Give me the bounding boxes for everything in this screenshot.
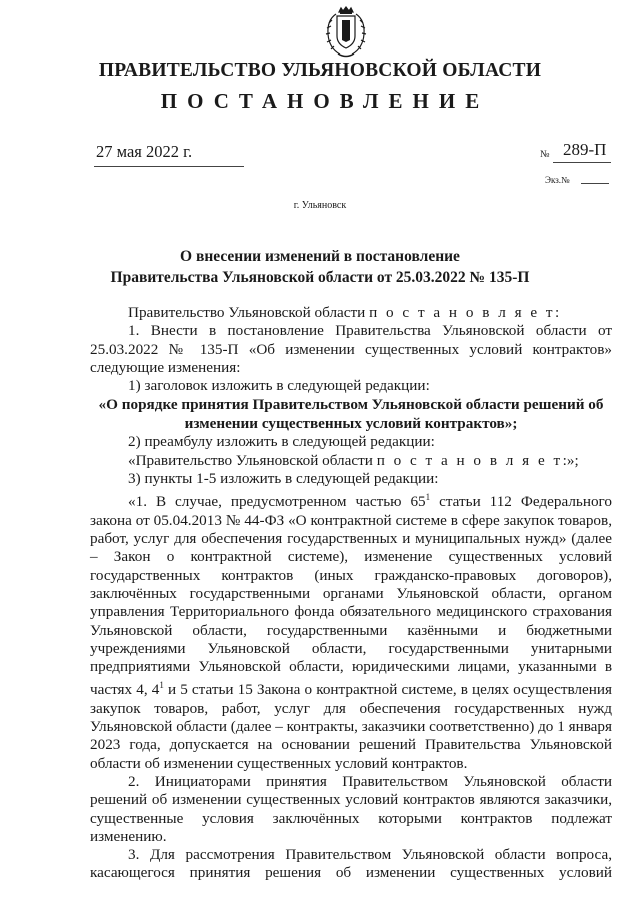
subitem-2: 2) преамбулу изложить в следующей редакции:	[128, 433, 435, 451]
paragraph-1: 1. Внести в постановление Правительства Ульяновской области от 25.03.2022 № 135-П «Об изменении существенных условий контрактов» следующие изменения:	[90, 322, 612, 376]
quoted-title: «О порядке принятия Правительством Ульяновской области решений об изменении существенных условий контрактов»;	[98, 396, 604, 433]
preamble-end: :»;	[562, 451, 579, 469]
subitem-3: 3) пункты 1-5 изложить в следующей редакции:	[128, 470, 439, 488]
item-2: 2. Инициаторами принятия Правительством Ульяновской области решений об изменении существенных условий контрактов являются заказчики, существенные условия заключённых которыми контрактов подлежат изменению.	[90, 772, 612, 845]
item-3: 3. Для рассмотрения Правительством Ульяновской области вопроса, касающегося принятия решения об изменении существенных условий	[90, 846, 612, 882]
item-1-superscript-2: 1	[159, 680, 164, 691]
document-title	[0, 246, 640, 288]
item-1-superscript: 1	[425, 492, 431, 503]
item-1	[90, 488, 612, 773]
city: г. Ульяновск	[293, 200, 347, 211]
item-1-part-b: статьи 112 Федерального закона от 05.04.2013 № 44-ФЗ «О контрактной системе в сфере закупок товаров, работ, услуг для обеспечения государственных и муниципальных нужд» (далее – Закон о контрактной системе), изменение существенных условий государственных контрактов (иных гражданско-правовых договоров), заключённых государственными органами Ульяновской области, органом управления Территориального фонда обязательного медицинского страхования Ульяновской области, государственными казёнными и бюджетными учреждениями Ульяновской области, государственными унитарными предприятиями Ульяновской области, юридическими лицами, указанными в частях 4, 4	[90, 493, 612, 699]
title-line-2: Правительства Ульяновской области от 25.03.2022 № 135-П	[110, 269, 530, 286]
intro-colon: :	[555, 304, 560, 321]
coat-of-arms-icon	[323, 6, 369, 60]
decree-heading: ПОСТАНОВЛЕНИЕ	[160, 89, 490, 113]
item-1-part-a: «1. В случае, предусмотренном частью 65	[128, 493, 426, 511]
intro-spaced-verb: п о с т а н о в л я е т	[369, 304, 556, 321]
intro-text: Правительство Ульяновской области	[128, 304, 370, 321]
copy-number-label: Экз.№	[545, 175, 570, 185]
preamble-text: «Правительство Ульяновской области	[128, 451, 377, 469]
copy-number-underline	[581, 183, 609, 184]
intro-paragraph	[90, 304, 612, 322]
subitem-1: 1) заголовок изложить в следующей редакции:	[128, 377, 430, 395]
preamble-quote	[90, 452, 612, 470]
number-label: №	[540, 149, 550, 160]
government-name: ПРАВИТЕЛЬСТВО УЛЬЯНОВСКОЙ ОБЛАСТИ	[98, 60, 542, 81]
preamble-spaced-verb: п о с т а н о в л я е т	[376, 451, 563, 469]
decree-number: 289-П	[563, 140, 607, 159]
document-body	[90, 304, 612, 883]
decree-date: 27 мая 2022 г.	[96, 142, 193, 161]
date-underline	[94, 166, 244, 167]
number-underline	[553, 162, 611, 163]
item-1-part-c: и 5 статьи 15 Закона о контрактной системе, в целях осуществления закупок товаров, работ, услуг для обеспечения государственных нужд Ульяновской области (далее – контракты, заказчики соответственно) до 1 января 2023 года, допускается на основании решений Правительства Ульяновской области об изменении существенных условий контрактов.	[90, 681, 612, 772]
title-line-1: О внесении изменений в постановление	[180, 248, 460, 265]
